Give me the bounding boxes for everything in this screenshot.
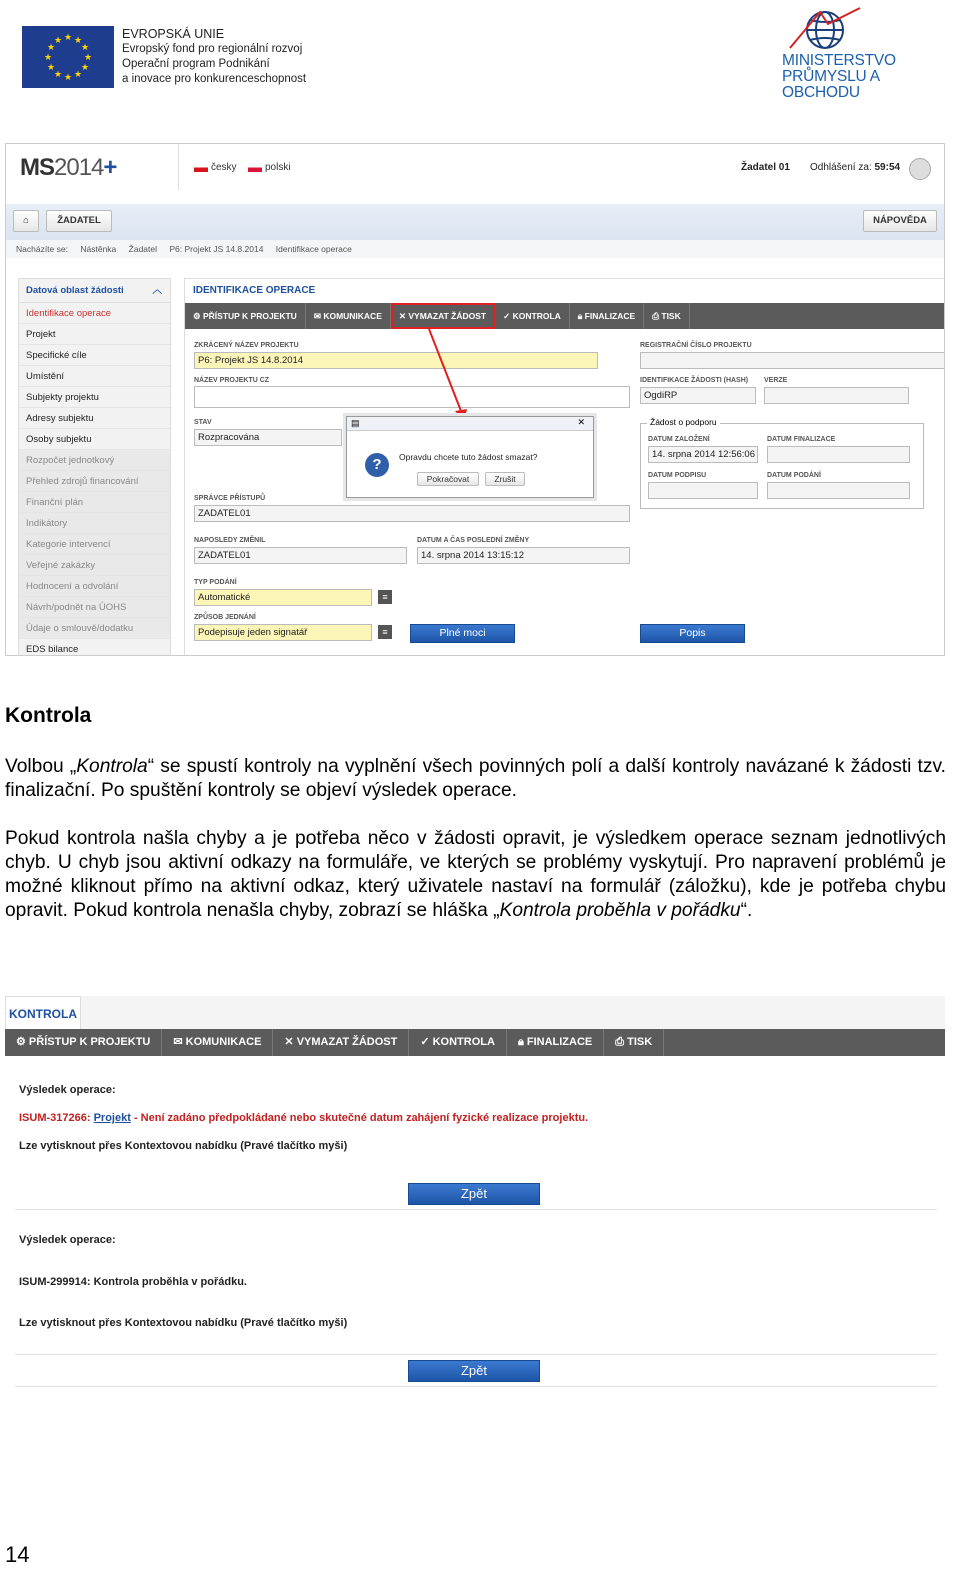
ms2014-screenshot bbox=[5, 143, 945, 656]
ministry-name bbox=[782, 53, 960, 101]
submit-date-field bbox=[767, 482, 910, 499]
svg-text:★: ★ bbox=[80, 63, 90, 73]
sidebar-item[interactable]: Kategorie intervencí bbox=[19, 534, 170, 555]
svg-text:★: ★ bbox=[46, 63, 56, 73]
list-icon[interactable]: ≡ bbox=[378, 590, 392, 604]
p1-emphasis: Kontrola bbox=[76, 756, 148, 777]
sidebar-item[interactable]: Údaje o smlouvě/dodatku bbox=[19, 618, 170, 639]
access-label: PŘÍSTUP K PROJEKTU bbox=[202, 311, 297, 321]
app-topbar bbox=[6, 144, 945, 204]
logout-label: Odhlášení za: bbox=[810, 162, 872, 173]
breadcrumb-item[interactable]: Nástěnka bbox=[80, 244, 117, 254]
divider bbox=[15, 1386, 937, 1387]
name-cz-label: NÁZEV PROJEKTU CZ bbox=[194, 377, 270, 384]
version-label: VERZE bbox=[764, 377, 788, 384]
confirm-dialog bbox=[346, 416, 594, 498]
home-button[interactable] bbox=[13, 210, 39, 232]
home-icon: ⌂ bbox=[23, 215, 29, 226]
breadcrumb-item[interactable]: P6: Projekt JS 14.8.2014 bbox=[169, 244, 264, 254]
sign-date-label: DATUM PODPISU bbox=[648, 472, 707, 479]
created-field: 14. srpna 2014 12:56:06 bbox=[648, 446, 758, 463]
check-label: KONTROLA bbox=[512, 311, 561, 321]
logout-time: 59:54 bbox=[874, 162, 901, 173]
sidebar-item[interactable]: Osoby subjektu bbox=[19, 429, 170, 450]
sidebar-item[interactable]: Identifikace operace bbox=[19, 303, 170, 324]
list-icon[interactable]: ≡ bbox=[378, 625, 392, 639]
ok-message: ISUM-299914: Kontrola proběhla v pořádku. bbox=[19, 1276, 247, 1288]
access-label: PŘÍSTUP K PROJEKTU bbox=[28, 1036, 151, 1048]
dialog-question: Opravdu chcete tuto žádost smazat? bbox=[399, 452, 538, 462]
print-button[interactable]: ⎙ TISK bbox=[604, 1029, 664, 1056]
eu-line-4: a inovace pro konkurenceschopnost bbox=[122, 73, 307, 85]
p2-emphasis: Kontrola proběhla v pořádku bbox=[499, 900, 741, 921]
check-button[interactable]: ✓ KONTROLA bbox=[495, 303, 570, 329]
sidebar-item[interactable]: Umístění bbox=[19, 366, 170, 387]
sidebar-title[interactable] bbox=[19, 279, 170, 303]
sidebar-item[interactable]: EDS bilance bbox=[19, 639, 170, 656]
check-result-screenshot bbox=[5, 996, 945, 1390]
communication-button[interactable]: ✉ KOMUNIKACE bbox=[306, 303, 391, 329]
svg-text:★: ★ bbox=[46, 43, 56, 53]
delete-request-button[interactable]: ✕ VYMAZAT ŽÁDOST bbox=[391, 303, 495, 329]
hash-label: IDENTIFIKACE ŽÁDOSTI (HASH) bbox=[640, 377, 749, 384]
sidebar-item[interactable]: Rozpočet jednotkový bbox=[19, 450, 170, 471]
communication-label: KOMUNIKACE bbox=[185, 1036, 262, 1048]
p1-part-b: “ se spustí kontroly na vyplnění všech povinných polí a další kontroly navázané k žádosti tzv. finalizační. Po spuštění kontroly se objeví výsledek operace. bbox=[5, 756, 946, 801]
state-label: STAV bbox=[194, 419, 212, 426]
lang-cz-label: česky bbox=[211, 162, 237, 173]
pl-flag-icon bbox=[248, 163, 262, 172]
created-label: DATUM ZALOŽENÍ bbox=[648, 436, 710, 443]
request-group-title: Žádost o podporu bbox=[647, 417, 720, 427]
nav-bar bbox=[6, 204, 945, 240]
print-button[interactable]: ⎙ TISK bbox=[644, 303, 690, 329]
type-field[interactable]: Automatické bbox=[194, 589, 372, 606]
sidebar-item[interactable]: Indikátory bbox=[19, 513, 170, 534]
final-field bbox=[767, 446, 910, 463]
svg-text:★: ★ bbox=[63, 73, 73, 83]
p1-part-a: Volbou „ bbox=[5, 756, 77, 777]
communication-label: KOMUNIKACE bbox=[323, 311, 382, 321]
window-icon: ▤ bbox=[351, 418, 360, 428]
continue-button[interactable]: Pokračovat bbox=[417, 472, 479, 486]
page-number: 14 bbox=[5, 1542, 30, 1567]
globe-icon bbox=[780, 4, 870, 52]
svg-text:★: ★ bbox=[43, 53, 53, 63]
logo-plus: + bbox=[103, 154, 117, 181]
sidebar-item[interactable]: Projekt bbox=[19, 324, 170, 345]
error-code: ISUM-317266: bbox=[19, 1112, 94, 1124]
breadcrumb-item[interactable]: Žadatel bbox=[128, 244, 158, 254]
divider bbox=[15, 1354, 937, 1355]
logo-year: 2014 bbox=[54, 154, 104, 181]
sidebar-item[interactable]: Specifické cíle bbox=[19, 345, 170, 366]
tab-strip bbox=[5, 996, 945, 1029]
applicant-button[interactable]: ŽADATEL bbox=[46, 210, 112, 232]
check-toolbar bbox=[5, 1029, 945, 1056]
power-icon[interactable] bbox=[909, 158, 931, 180]
help-button[interactable]: NÁPOVĚDA bbox=[863, 210, 937, 232]
chevron-up-icon: ︿ bbox=[152, 285, 162, 296]
finalize-button[interactable]: 🔒︎ FINALIZACE bbox=[507, 1029, 604, 1056]
dialog-titlebar bbox=[347, 417, 593, 431]
delete-request-button[interactable]: ✕ VYMAZAT ŽÁDOST bbox=[273, 1029, 409, 1056]
p2-part-b: “. bbox=[740, 900, 753, 921]
communication-button[interactable]: ✉ KOMUNIKACE bbox=[162, 1029, 273, 1056]
short-name-field[interactable]: P6: Projekt JS 14.8.2014 bbox=[194, 352, 598, 369]
lang-pl-link[interactable] bbox=[248, 162, 291, 173]
logo-ms: MS bbox=[20, 154, 54, 181]
sidebar-item[interactable]: Veřejné zakázky bbox=[19, 555, 170, 576]
short-name-label: ZKRÁCENÝ NÁZEV PROJEKTU bbox=[194, 342, 299, 349]
svg-text:★: ★ bbox=[80, 43, 90, 53]
eu-line-3: Operační program Podnikání bbox=[122, 58, 270, 70]
svg-text:★: ★ bbox=[53, 70, 63, 80]
print-note: Lze vytisknout přes Kontextovou nabídku (Pravé tlačítko myši) bbox=[19, 1317, 348, 1329]
finalize-label: FINALIZACE bbox=[584, 311, 636, 321]
name-cz-field[interactable] bbox=[194, 386, 630, 408]
eu-line-1: EVROPSKÁ UNIE bbox=[122, 27, 225, 41]
sidebar-title-label: Datová oblast žádosti bbox=[26, 285, 124, 296]
reg-number-field bbox=[640, 352, 945, 369]
sidebar-item[interactable]: Přehled zdrojů financování bbox=[19, 471, 170, 492]
error-link[interactable]: Projekt bbox=[93, 1112, 131, 1124]
result-label: Výsledek operace: bbox=[19, 1234, 116, 1246]
reg-number-label: REGISTRAČNÍ ČÍSLO PROJEKTU bbox=[640, 342, 752, 349]
close-icon[interactable]: ✕ bbox=[577, 417, 585, 427]
ms2014-logo bbox=[20, 154, 116, 182]
lang-pl-label: polski bbox=[265, 162, 291, 173]
p2-part-a: Pokud kontrola našla chyby a je potřeba něco v žádosti opravit, je výsledkem operace seznam jednotlivých chyb. U chyb jsou aktivní odkazy na formuláře, ve kterých se problémy vyskytují. Pro napravení problémů je možné kliknout přímo na aktivní odkaz, který uživatele nastaví na formulář (záložku), kde je potřeba chybu opravit. Pokud kontrola nenašla chyby, zobrazí se hláška „ bbox=[5, 828, 946, 921]
state-field: Rozpracována bbox=[194, 429, 342, 446]
ministry-line-1: MINISTERSTVO bbox=[782, 52, 896, 69]
sidebar-item[interactable]: Subjekty projektu bbox=[19, 387, 170, 408]
ministry-line-2: PRŮMYSLU A OBCHODU bbox=[782, 68, 880, 101]
svg-text:★: ★ bbox=[53, 36, 63, 46]
question-icon: ? bbox=[365, 453, 389, 477]
access-button[interactable]: ⚙ PŘÍSTUP K PROJEKTU bbox=[185, 303, 306, 329]
divider bbox=[178, 144, 179, 190]
print-note: Lze vytisknout přes Kontextovou nabídku (Pravé tlačítko myši) bbox=[19, 1140, 348, 1152]
back-button[interactable]: Zpět bbox=[408, 1183, 540, 1205]
sidebar-list bbox=[19, 303, 170, 656]
error-message bbox=[19, 1112, 588, 1124]
finalize-label: FINALIZACE bbox=[526, 1036, 593, 1048]
eu-stars-icon bbox=[22, 26, 114, 88]
svg-text:★: ★ bbox=[63, 33, 73, 43]
divider bbox=[15, 1209, 937, 1210]
sidebar-item[interactable]: Hodnocení a odvolání bbox=[19, 576, 170, 597]
user-name[interactable]: Žadatel 01 bbox=[741, 162, 790, 173]
power-of-attorney-button[interactable]: Plné moci bbox=[410, 624, 515, 643]
back-button[interactable]: Zpět bbox=[408, 1360, 540, 1382]
sidebar-item[interactable]: Adresy subjektu bbox=[19, 408, 170, 429]
description-button[interactable]: Popis bbox=[640, 624, 745, 643]
final-label: DATUM FINALIZACE bbox=[767, 436, 836, 443]
svg-text:★: ★ bbox=[73, 36, 83, 46]
request-group bbox=[640, 417, 924, 509]
breadcrumb-item[interactable]: Identifikace operace bbox=[275, 244, 352, 254]
print-label: TISK bbox=[627, 1036, 653, 1048]
result-label: Výsledek operace: bbox=[19, 1084, 116, 1096]
paragraph-2 bbox=[5, 827, 946, 923]
sign-mode-label: ZPŮSOB JEDNÁNÍ bbox=[194, 614, 256, 621]
check-label: KONTROLA bbox=[432, 1036, 495, 1048]
svg-text:★: ★ bbox=[73, 70, 83, 80]
eu-line-2: Evropský fond pro regionální rozvoj bbox=[122, 43, 303, 55]
eu-flag-logo bbox=[22, 26, 114, 88]
version-field bbox=[764, 387, 909, 404]
sidebar-item[interactable]: Návrh/podnět na ÚOHS bbox=[19, 597, 170, 618]
changed-by-label: NAPOSLEDY ZMĚNIL bbox=[194, 537, 266, 544]
sidebar bbox=[18, 278, 171, 656]
admin-label: SPRÁVCE PŘÍSTUPŮ bbox=[194, 495, 266, 502]
lang-cz-link[interactable] bbox=[194, 162, 237, 173]
type-label: TYP PODÁNÍ bbox=[194, 579, 237, 586]
delete-label: VYMAZAT ŽÁDOST bbox=[296, 1036, 398, 1048]
delete-label: VYMAZAT ŽÁDOST bbox=[408, 311, 487, 321]
cz-flag-icon bbox=[194, 163, 208, 172]
panel-toolbar bbox=[185, 303, 945, 329]
admin-field: ZADATEL01 bbox=[194, 505, 630, 522]
breadcrumb bbox=[6, 240, 945, 258]
breadcrumb-label: Nacházíte se: bbox=[16, 244, 68, 254]
changed-at-label: DATUM A ČAS POSLEDNÍ ZMĚNY bbox=[417, 537, 530, 544]
sign-mode-field[interactable]: Podepisuje jeden signatář bbox=[194, 624, 372, 641]
red-arrow-annotation bbox=[421, 327, 471, 427]
svg-text:★: ★ bbox=[83, 53, 93, 63]
check-button[interactable]: ✓ KONTROLA bbox=[409, 1029, 507, 1056]
panel-title: IDENTIFIKACE OPERACE bbox=[193, 285, 316, 296]
logout-timer bbox=[810, 162, 900, 173]
access-button[interactable]: ⚙ PŘÍSTUP K PROJEKTU bbox=[5, 1029, 162, 1056]
sidebar-item[interactable]: Finanční plán bbox=[19, 492, 170, 513]
section-heading: Kontrola bbox=[5, 704, 92, 727]
hash-field: OgdiRP bbox=[640, 387, 756, 404]
print-label: TISK bbox=[661, 311, 681, 321]
eu-program-text bbox=[122, 27, 306, 87]
changed-at-field: 14. srpna 2014 13:15:12 bbox=[417, 547, 630, 564]
tab-check[interactable]: KONTROLA bbox=[5, 996, 81, 1029]
error-text: - Není zadáno předpokládané nebo skutečné datum zahájení fyzické realizace projektu. bbox=[130, 1112, 589, 1124]
paragraph-1 bbox=[5, 755, 946, 803]
submit-date-label: DATUM PODÁNÍ bbox=[767, 472, 821, 479]
finalize-button[interactable]: 🔒︎ FINALIZACE bbox=[570, 303, 644, 329]
changed-by-field: ZADATEL01 bbox=[194, 547, 407, 564]
sign-date-field bbox=[648, 482, 758, 499]
cancel-button[interactable]: Zrušit bbox=[485, 472, 525, 486]
